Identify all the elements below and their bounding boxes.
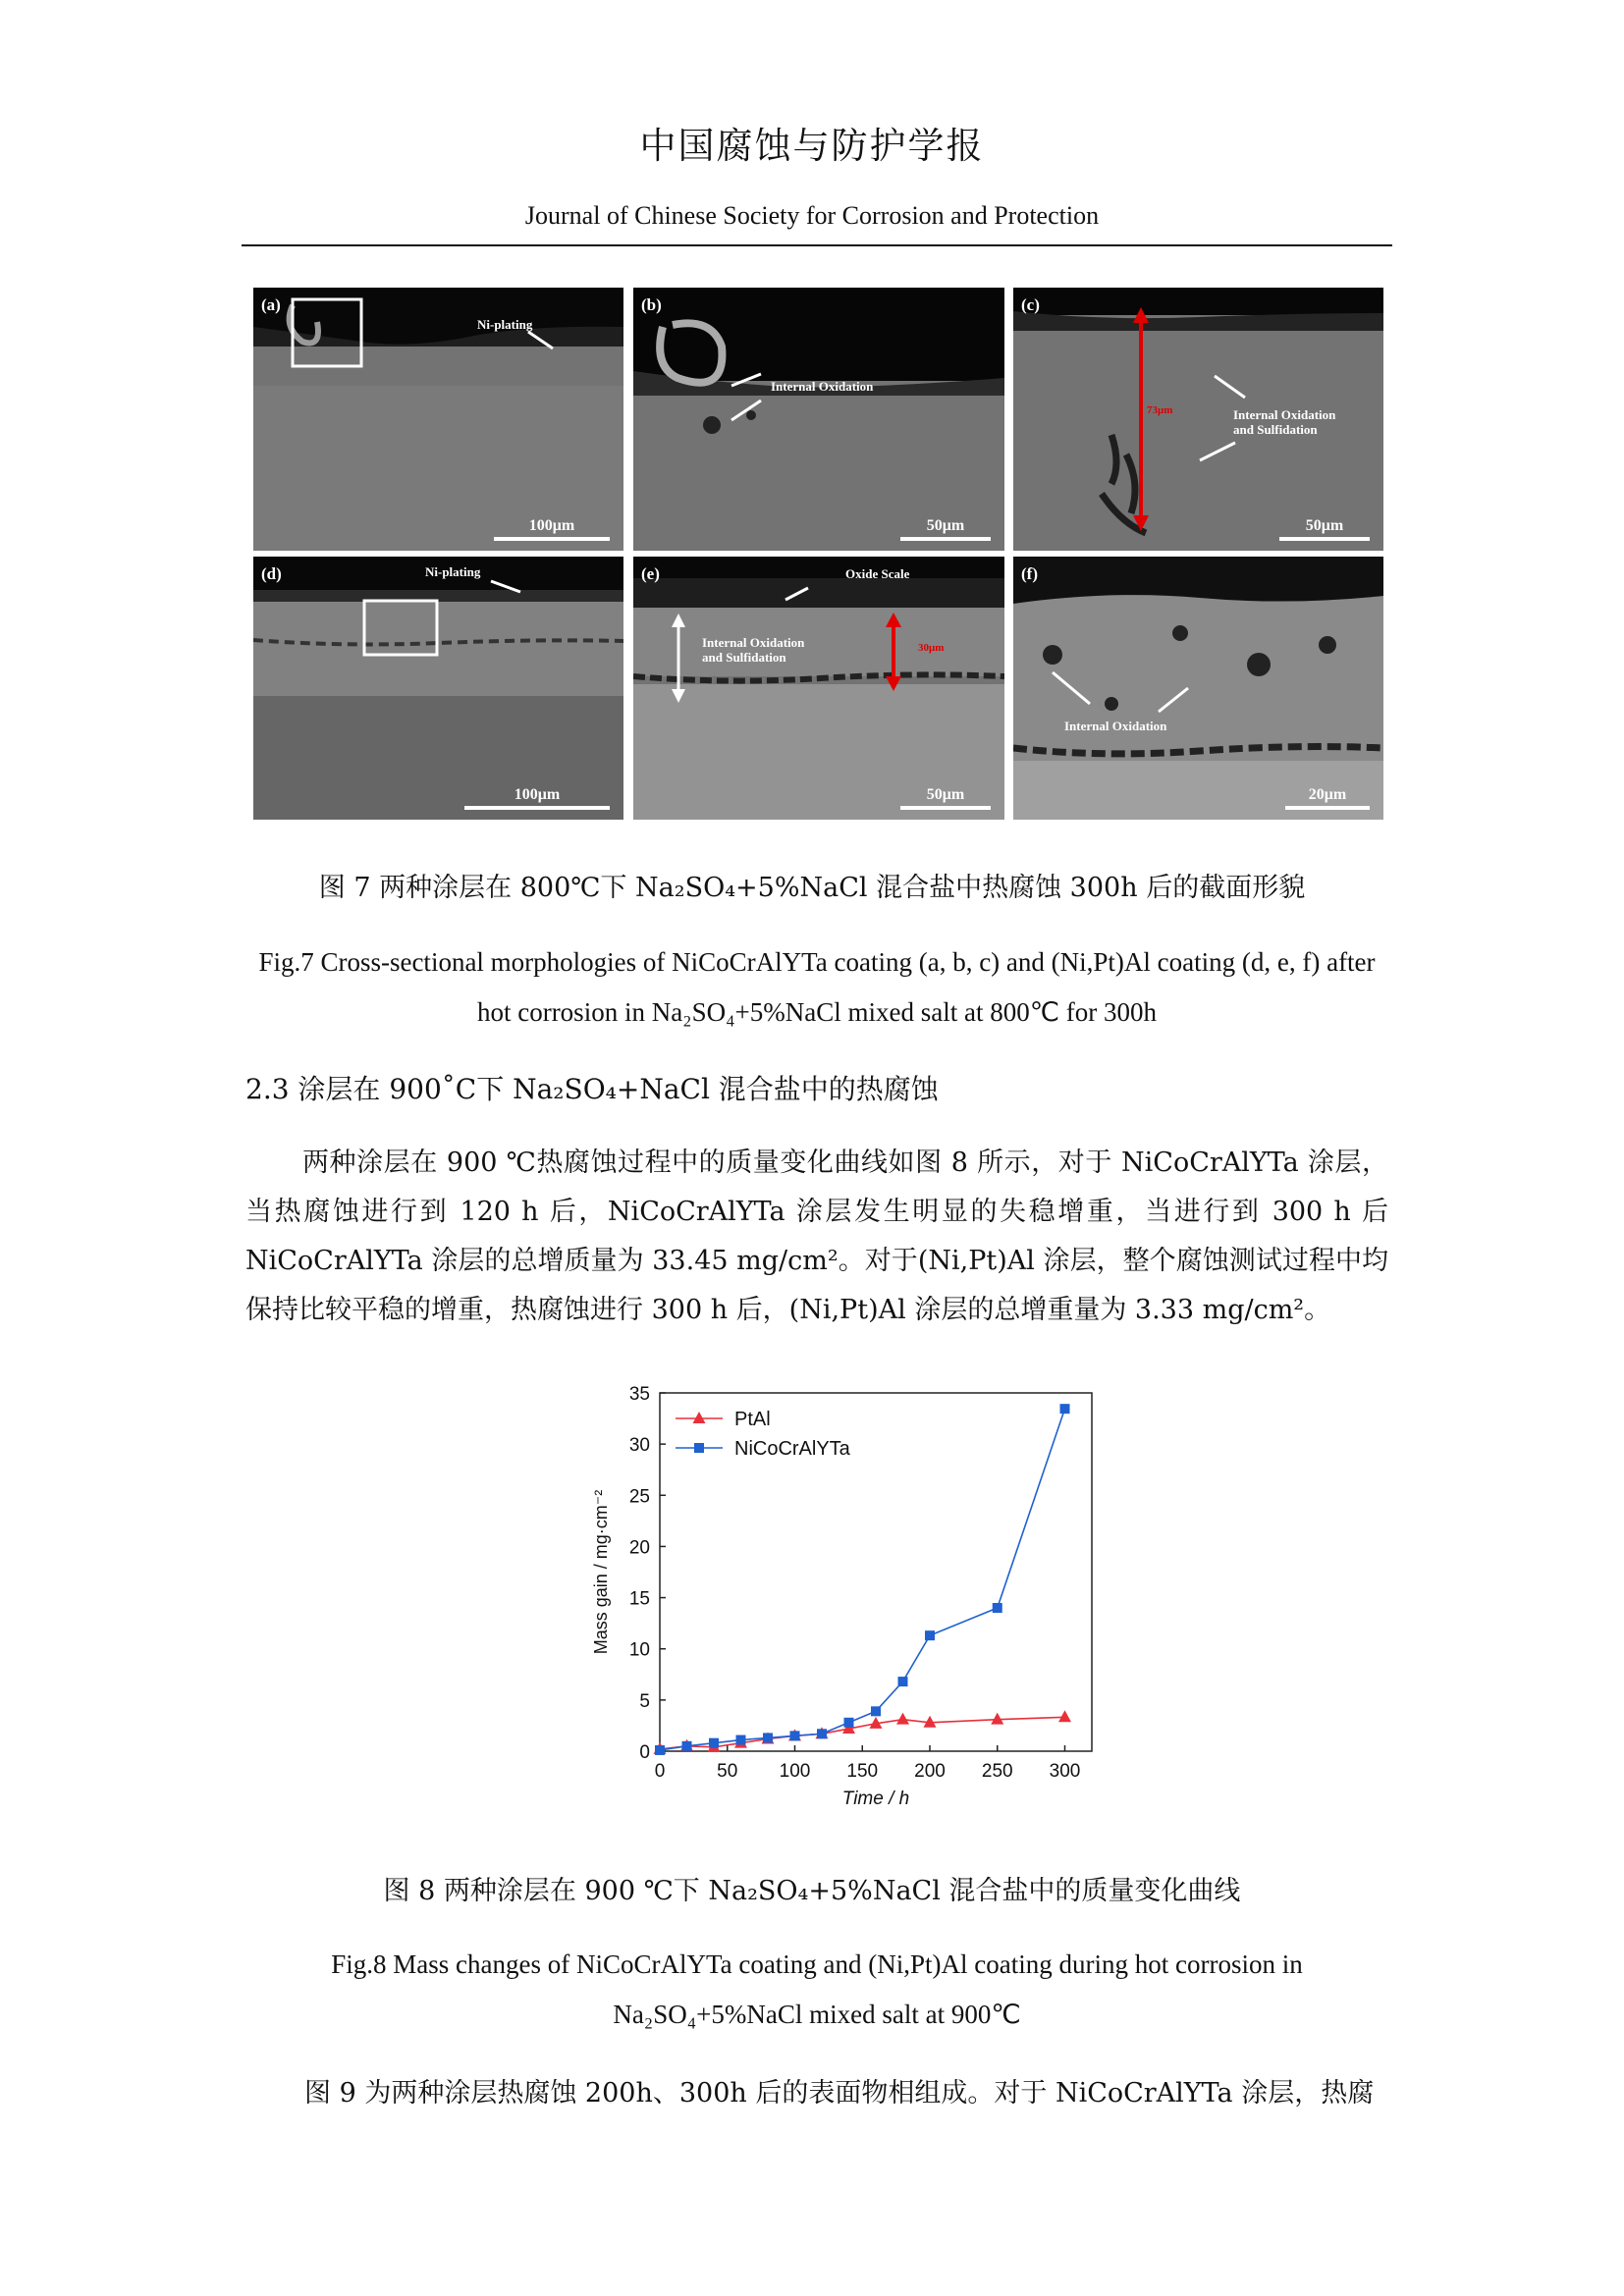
micrograph-panel-b [633,288,1004,551]
annotation-ni-plating-a: Ni-plating [477,317,533,332]
data-point-nicocralyta [844,1718,854,1728]
micrograph-panel-e [633,557,1004,820]
scale-label-a: 100μm [528,517,575,534]
thickness-label-e: 30μm [918,642,945,654]
x-tick-label: 50 [717,1761,738,1782]
annotation-internal-oxidation-b: Internal Oxidation [771,379,874,394]
micrograph-panel-d [253,557,623,820]
figure-8-caption-cn: 图 8 两种涂层在 900 ℃下 Na₂SO₄+5%NaCl 混合盐中的质量变化曲线 [383,1876,1241,1906]
panel-label-b: (b) [641,295,662,314]
figure-8-chart [579,1379,1110,1831]
scale-label-e: 50μm [926,786,965,803]
micrograph-image-a [253,288,623,551]
x-tick-label: 150 [846,1761,879,1782]
legend-label-ptal: PtAl [734,1409,771,1430]
data-point-nicocralyta [817,1729,827,1738]
data-point-nicocralyta [655,1745,665,1755]
section-heading: 2.3 涂层在 900˚C下 Na₂SO₄+NaCl 混合盐中的热腐蚀 [245,1073,939,1105]
panel-label-c: (c) [1021,295,1040,314]
header-divider [242,244,1392,246]
panel-label-a: (a) [261,295,281,314]
annotation-ni-plating-d: Ni-plating [425,564,481,579]
legend-marker-nicocralyta [694,1443,704,1453]
scale-bar-f [1285,786,1370,810]
panel-label-e: (e) [641,564,660,583]
micrograph-panel-f [1013,557,1383,820]
micrograph-panel-a [253,288,623,551]
micrograph-image-f [1013,557,1383,820]
figure-8-caption-en: Fig.8 Mass changes of NiCoCrAlYTa coating and (Ni,Pt)Al coating during hot corrosion in Na₂SO₄+5%NaCl mixed salt at 900℃ [331,1949,1303,2029]
annotation-internal-oxidation-e [702,635,804,665]
panel-label-d: (d) [261,564,282,583]
x-tick-label: 0 [654,1761,666,1782]
plot-frame [660,1393,1092,1751]
legend-marker-ptal [693,1412,706,1423]
scale-label-f: 20μm [1308,786,1347,803]
x-axis-label: Time / h [841,1789,910,1809]
y-tick-label: 25 [628,1486,650,1508]
micrograph-image-b [633,288,1004,551]
scale-label-b: 50μm [926,517,965,534]
series-line-nicocralyta [660,1409,1065,1750]
data-point-nicocralyta [925,1630,935,1640]
y-axis-label: Mass gain / mg·cm⁻² [591,1489,611,1655]
annotation-oxide-scale-e: Oxide Scale [845,566,910,581]
panel-label-f: (f) [1021,564,1038,583]
y-tick-label: 0 [639,1742,650,1763]
x-tick-label: 200 [914,1761,946,1782]
annotation-line2-e: and Sulfidation [702,650,786,665]
data-point-nicocralyta [993,1603,1002,1613]
legend-label-nicocralyta: NiCoCrAlYTa [734,1438,850,1460]
y-tick-label: 20 [628,1537,650,1559]
scale-label-d: 100μm [514,786,561,803]
thickness-label-c: 73μm [1147,404,1173,416]
body-paragraph-1: 两种涂层在 900 ℃热腐蚀过程中的质量变化曲线如图 8 所示，对于 NiCoCrAlYTa 涂层，当热腐蚀进行到 120 h 后，NiCoCrAlYTa 涂层发生明显的失稳增重，当进行到 300 h 后 NiCoCrAlYTa 涂层的总增质量为 33.45 mg/cm²。对于(Ni,Pt)Al 涂层，整个腐蚀测试过程中均保持比较平稳的增重，热腐蚀进行 300 h 后，(Ni,Pt)Al 涂层的总增重量为 3.33 mg/cm²。 [245,1148,1388,1325]
chart-series [654,1404,1072,1755]
y-tick-label: 10 [628,1639,650,1661]
journal-title-en: Journal of Chinese Society for Corrosion and Protection [524,201,1100,230]
figure-7-caption-cn: 图 7 两种涂层在 800℃下 Na₂SO₄+5%NaCl 混合盐中热腐蚀 300h 后的截面形貌 [318,873,1306,903]
data-point-nicocralyta [736,1735,746,1745]
data-point-ptal [896,1713,909,1725]
x-tick-label: 100 [779,1761,811,1782]
data-point-nicocralyta [871,1706,881,1716]
scale-bar-d [464,786,610,810]
body-paragraph-2: 图 9 为两种涂层热腐蚀 200h、300h 后的表面物相组成。对于 NiCoCrAlYTa 涂层，热腐 [304,2078,1375,2109]
series-line-ptal [660,1717,1065,1749]
scale-label-c: 50μm [1305,517,1344,534]
annotation-internal-oxidation-f: Internal Oxidation [1064,719,1167,733]
x-tick-label: 300 [1049,1761,1081,1782]
y-tick-label: 30 [628,1435,650,1457]
annotation-line1-c: Internal Oxidation [1233,407,1336,422]
y-tick-label: 35 [628,1384,650,1405]
scale-bar-a [494,517,610,541]
micrograph-image-e [633,557,1004,820]
annotation-line1-e: Internal Oxidation [702,635,805,650]
annotation-internal-oxidation-c [1233,407,1335,437]
data-point-nicocralyta [790,1731,800,1740]
data-point-ptal [991,1713,1003,1725]
data-point-nicocralyta [763,1733,773,1742]
data-point-nicocralyta [709,1738,719,1748]
data-point-ptal [1058,1710,1071,1722]
micrograph-panel-c [1013,288,1383,551]
annotation-line2-c: and Sulfidation [1233,422,1318,437]
scale-bar-c [1279,517,1370,541]
figure-7-caption-en: Fig.7 Cross-sectional morphologies of NiCoCrAlYTa coating (a, b, c) and (Ni,Pt)Al coating (d, e, f) after hot corrosion in Na₂SO₄+5%NaCl mixed salt at 800℃ for 300h [258,947,1376,1027]
y-tick-label: 5 [639,1690,650,1712]
scale-bar-b [900,517,991,541]
scale-bar-e [900,786,991,810]
data-point-nicocralyta [1060,1404,1070,1414]
y-tick-label: 15 [628,1588,650,1610]
data-point-nicocralyta [898,1677,908,1686]
micrograph-image-d [253,557,623,820]
chart-legend [676,1409,851,1460]
data-point-nicocralyta [682,1741,692,1751]
journal-title-cn: 中国腐蚀与防护学报 [639,125,985,167]
x-tick-label: 250 [981,1761,1013,1782]
